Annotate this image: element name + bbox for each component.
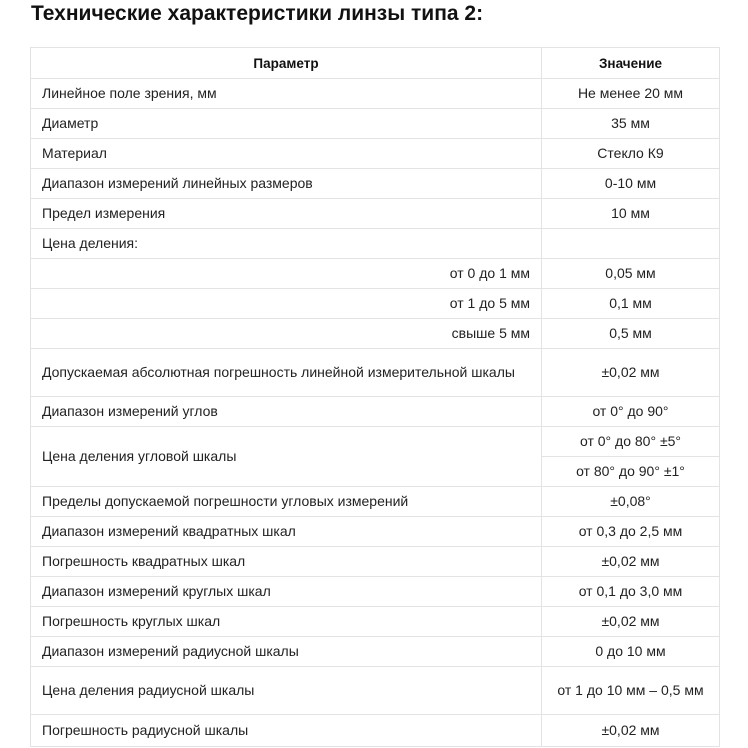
page-title: Технические характеристики линзы типа 2: [31,2,484,25]
table-row [31,79,720,109]
value-cell: ±0,02 мм [542,607,720,637]
table-row [31,199,720,229]
spec-table [30,47,720,747]
value-cell: 10 мм [542,199,720,229]
param-subcell: свыше 5 мм [31,319,542,349]
value-cell: ±0,02 мм [542,349,720,397]
value-cell: от 0° до 90° [542,397,720,427]
param-cell: Цена деления радиусной шкалы [31,667,542,715]
param-cell: Цена деления угловой шкалы [31,427,542,487]
value-cell: от 80° до 90° ±1° [542,457,720,487]
table-row [31,667,720,715]
param-cell: Погрешность радиусной шкалы [31,715,542,747]
table-row [31,487,720,517]
value-cell: ±0,08° [542,487,720,517]
table-row [31,607,720,637]
table-row [31,169,720,199]
param-cell: Линейное поле зрения, мм [31,79,542,109]
value-cell: от 0° до 80° ±5° [542,427,720,457]
table-row [31,637,720,667]
header-param: Параметр [31,48,542,79]
value-cell: Стекло К9 [542,139,720,169]
value-cell: 0 до 10 мм [542,637,720,667]
table-row [31,715,720,747]
param-cell: Цена деления: [31,229,542,259]
table-row [31,517,720,547]
param-cell: Материал [31,139,542,169]
table-row [31,319,720,349]
table-row [31,139,720,169]
param-subcell: от 0 до 1 мм [31,259,542,289]
value-cell: 0-10 мм [542,169,720,199]
table-header-row [31,48,720,79]
param-cell: Предел измерения [31,199,542,229]
table-row [31,259,720,289]
value-cell: от 0,1 до 3,0 мм [542,577,720,607]
table-row [31,229,720,259]
value-cell [542,229,720,259]
value-cell: ±0,02 мм [542,547,720,577]
param-cell: Диаметр [31,109,542,139]
table-row [31,547,720,577]
param-subcell: от 1 до 5 мм [31,289,542,319]
value-cell: ±0,02 мм [542,715,720,747]
table-row [31,109,720,139]
param-cell: Допускаемая абсолютная погрешность линейной измерительной шкалы [31,349,542,397]
value-cell: от 0,3 до 2,5 мм [542,517,720,547]
param-cell: Диапазон измерений круглых шкал [31,577,542,607]
value-cell: Не менее 20 мм [542,79,720,109]
value-cell: 0,5 мм [542,319,720,349]
table-row [31,349,720,397]
param-cell: Диапазон измерений радиусной шкалы [31,637,542,667]
table-row [31,289,720,319]
table-row [31,577,720,607]
param-cell: Диапазон измерений линейных размеров [31,169,542,199]
value-cell: 0,1 мм [542,289,720,319]
param-cell: Погрешность круглых шкал [31,607,542,637]
header-value: Значение [542,48,720,79]
table-row [31,397,720,427]
param-cell: Погрешность квадратных шкал [31,547,542,577]
value-cell: от 1 до 10 мм – 0,5 мм [542,667,720,715]
value-cell: 35 мм [542,109,720,139]
param-cell: Диапазон измерений квадратных шкал [31,517,542,547]
table-row [31,427,720,457]
param-cell: Пределы допускаемой погрешности угловых измерений [31,487,542,517]
param-cell: Диапазон измерений углов [31,397,542,427]
value-cell: 0,05 мм [542,259,720,289]
